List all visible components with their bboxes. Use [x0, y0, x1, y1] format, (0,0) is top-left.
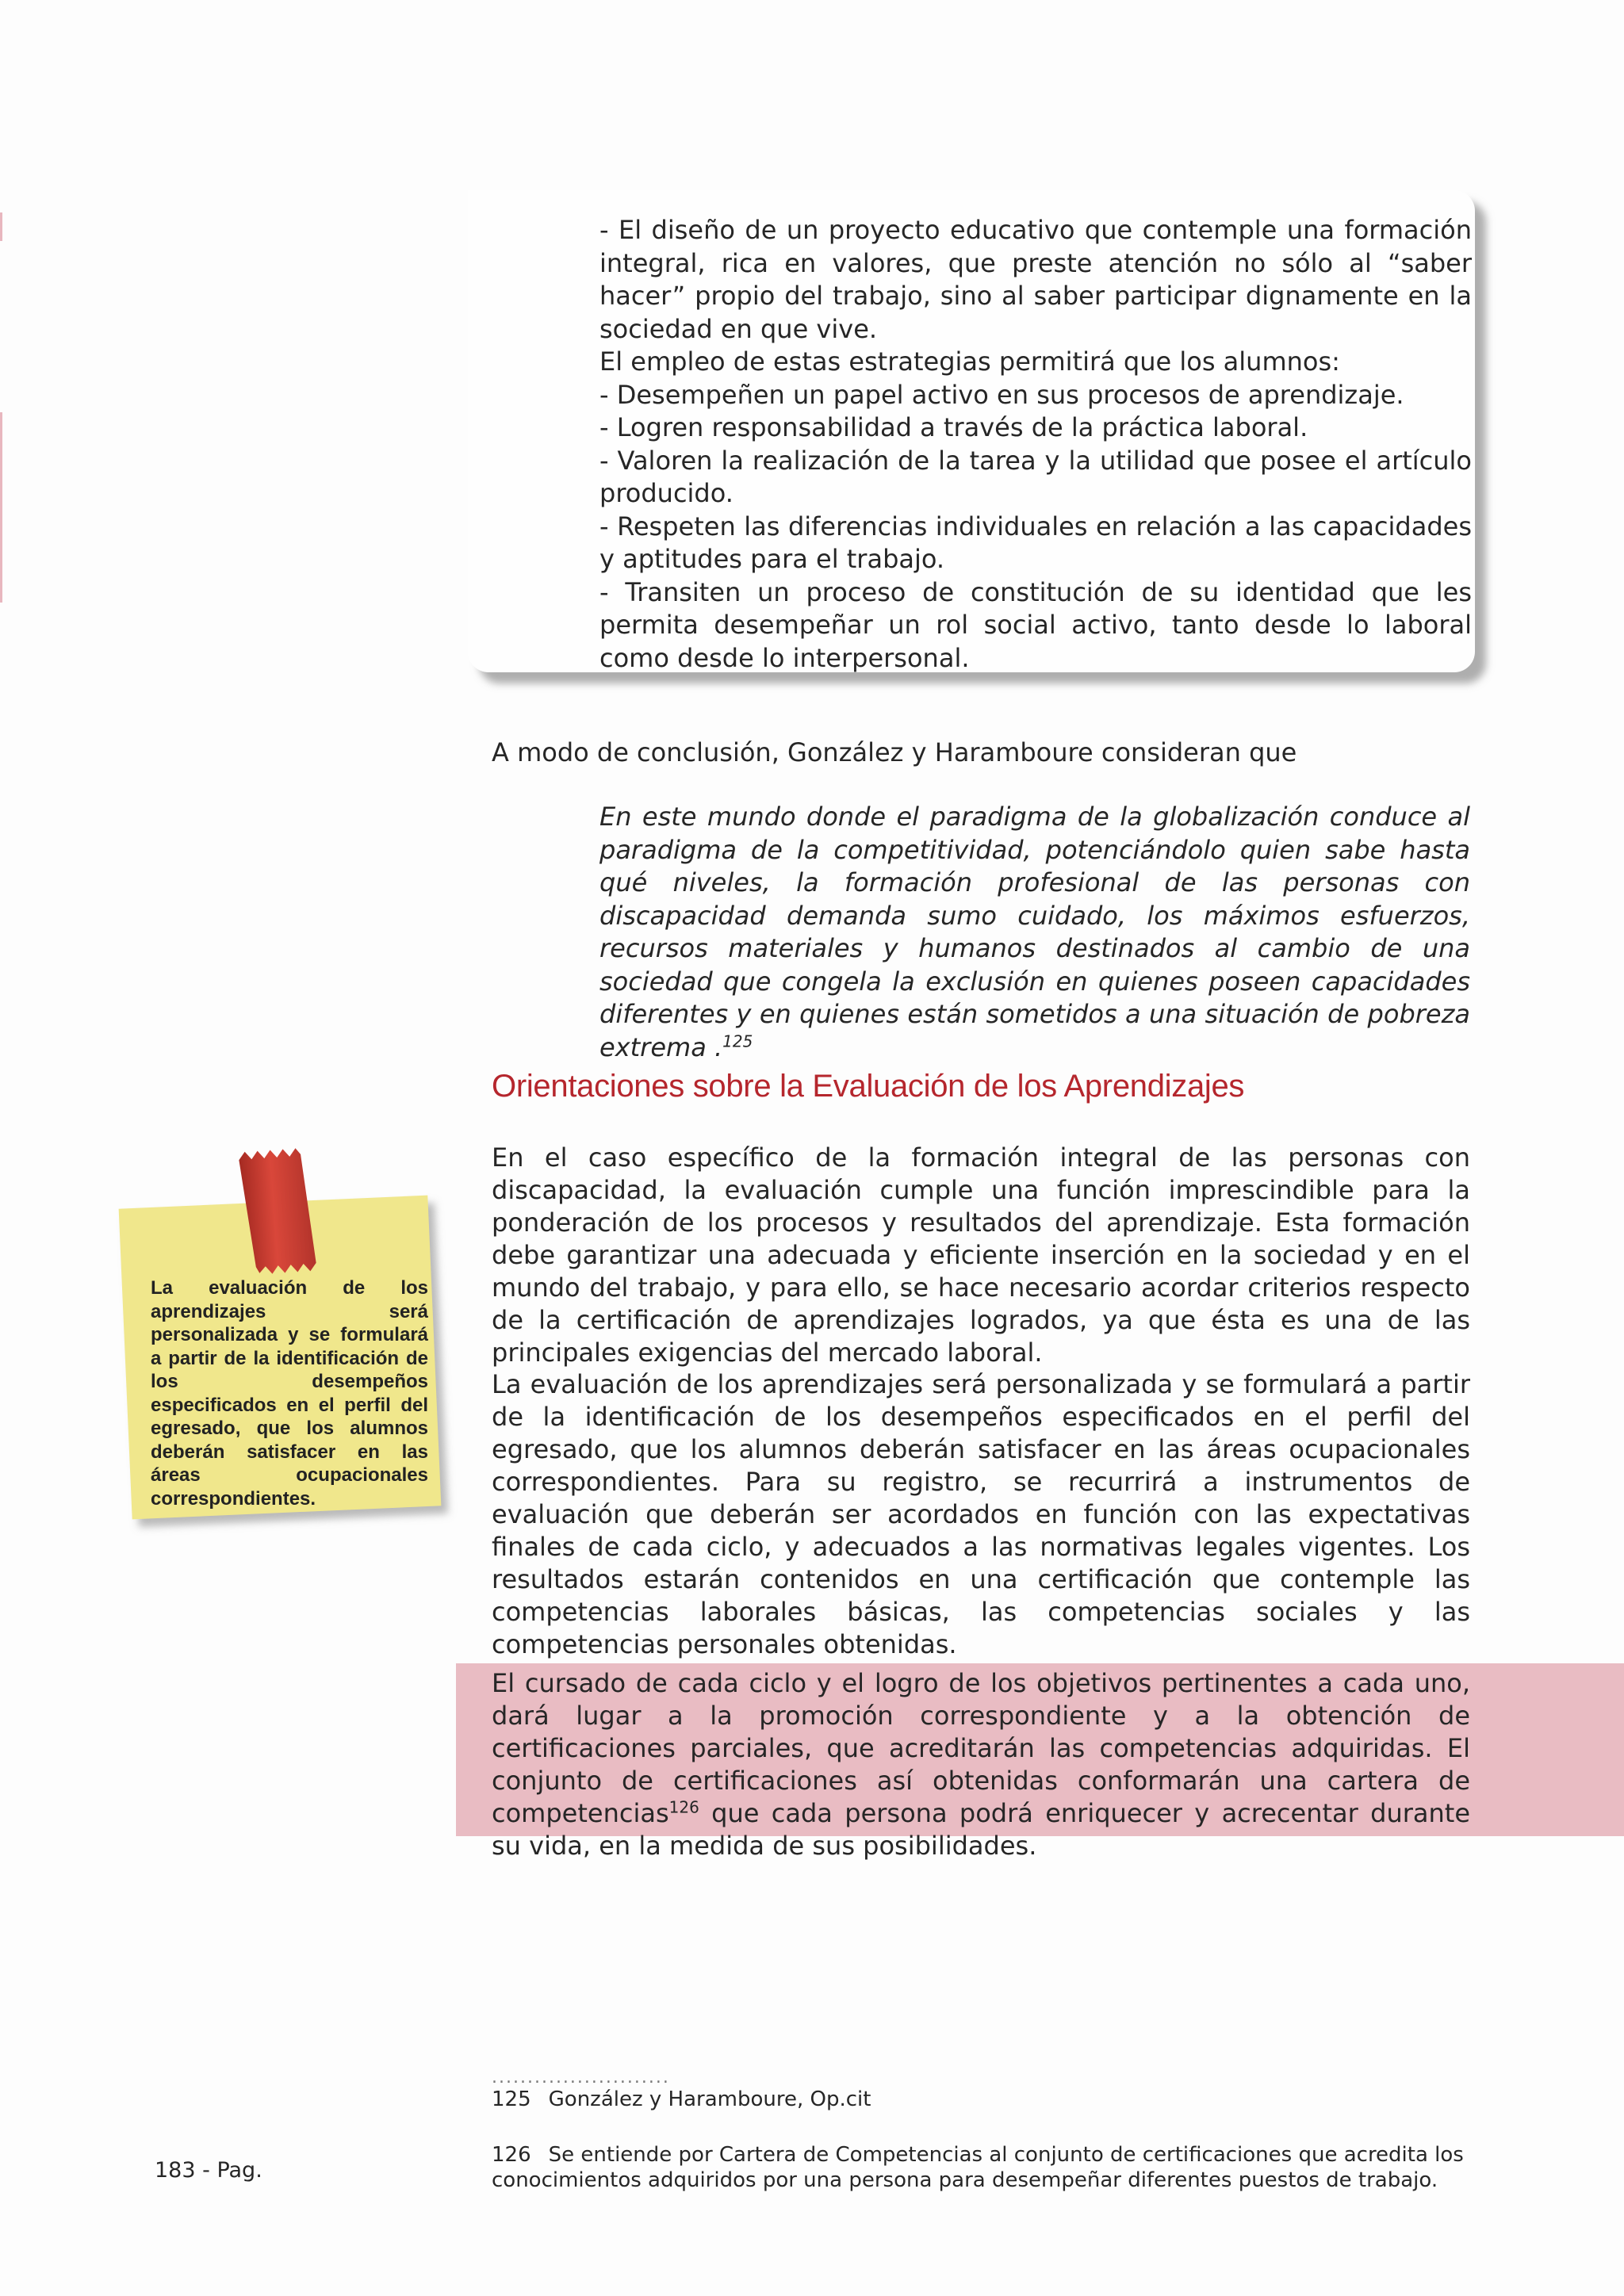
- footnote-separator: .........................: [492, 2068, 670, 2087]
- body-paragraph: La evaluación de los aprendizajes será personalizada y se formulará a partir de la identificación de los desempeños especificados en el perfil del egresado, que los alumnos deberán satisfacer en las áreas ocupacionales correspondientes. Para su registro, se recurrirá a instrumentos de evaluación que deberán ser acordados en función con las expectativas finales de cada ciclo, y adecuados a las normativas legales vigentes. Los resultados estarán contenidos en una certificación que contemple las competencias laborales básicas, las competencias sociales y las competencias personales obtenidas.: [492, 1369, 1470, 1659]
- footnote: [492, 2087, 871, 2112]
- page-number: 183 - Pag.: [155, 2158, 262, 2183]
- footnote-text: González y Haramboure, Op.cit: [548, 2087, 871, 2111]
- sticky-note-text: La evaluación de los aprendizajes será personalizada y se formulará a partir de la identificación de los desempeños especificados en el perfil del egresado, que los alumnos deberán satisfacer en las áreas ocupacionales correspondientes.: [151, 1277, 428, 1510]
- footnote: [492, 2142, 1475, 2193]
- footnote-text: Se entiende por Cartera de Competencias al conjunto de certificaciones que acredita los conocimientos adquiridos por una persona para desempeñar diferentes puestos de trabajo.: [492, 2143, 1464, 2192]
- box-line: - Logren responsabilidad a través de la práctica laboral.: [599, 412, 1308, 442]
- intro-sentence: A modo de conclusión, González y Haramboure consideran que: [492, 737, 1297, 767]
- highlighted-text: que cada persona podrá enriquecer y acrecentar durante su vida, en la medida de sus posibilidades.: [492, 1798, 1470, 1861]
- footnote-ref: 125: [722, 1031, 753, 1050]
- body-paragraph: En el caso específico de la formación integral de las personas con discapacidad, la evaluación cumple una función imprescindible para la ponderación de los procesos y resultados del aprendizaje. Esta formación debe garantizar una adecuada y eficiente inserción en la sociedad y en el mundo del trabajo, y para ello, se hace necesario acordar criterios respecto de la certificación de aprendizajes logrados, ya que ésta es una de las principales exigencias del mercado laboral.: [492, 1142, 1470, 1368]
- footnote-number: 125: [492, 2087, 531, 2111]
- box-content: [599, 214, 1472, 675]
- box-line: - El diseño de un proyecto educativo que contemple una formación integral, rica en valores, que preste atención no sólo al “saber hacer” propio del trabajo, sino al saber participar dignamente en la sociedad en que vive.: [599, 215, 1472, 344]
- box-line: El empleo de estas estrategias permitirá que los alumnos:: [599, 346, 1340, 377]
- highlighted-paragraph: [492, 1667, 1470, 1862]
- section-heading: Orientaciones sobre la Evaluación de los Aprendizajes: [492, 1069, 1245, 1104]
- quote-text: En este mundo donde el paradigma de la globalización conduce al paradigma de la competitividad, potenciándolo quien sabe hasta qué niveles, la formación profesional de las personas con discapacidad demanda sumo cuidado, los máximos esfuerzos, recursos materiales y humanos destinados al cambio de una sociedad que congela la exclusión en quienes poseen capacidades diferentes y en quienes están sometidos a una situación de pobreza extrema .: [599, 802, 1470, 1062]
- left-edge-mark: [0, 212, 2, 241]
- box-line: - Desempeñen un papel activo en sus procesos de aprendizaje.: [599, 379, 1404, 410]
- box-line: - Valoren la realización de la tarea y la utilidad que posee el artículo producido.: [599, 445, 1472, 508]
- highlighted-text: El cursado de cada ciclo y el logro de los objetivos pertinentes a cada uno, dará lugar a la promoción correspondiente y a la obtención de certificaciones parciales, que acreditarán las competencias adquiridas. El conjunto de certificaciones así obtenidas conformarán una cartera de competencias: [492, 1668, 1470, 1828]
- block-quote: [599, 801, 1470, 1064]
- footnote-ref: 126: [668, 1797, 699, 1817]
- tape-strip-icon: [235, 1148, 322, 1275]
- box-line: - Transiten un proceso de constitución de su identidad que les permita desempeñar un rol social activo, tanto desde lo laboral como desde lo interpersonal.: [599, 576, 1472, 673]
- left-edge-mark: [0, 412, 2, 603]
- footnote-number: 126: [492, 2143, 531, 2167]
- box-line: - Respeten las diferencias individuales en relación a las capacidades y aptitudes para el trabajo.: [599, 511, 1472, 574]
